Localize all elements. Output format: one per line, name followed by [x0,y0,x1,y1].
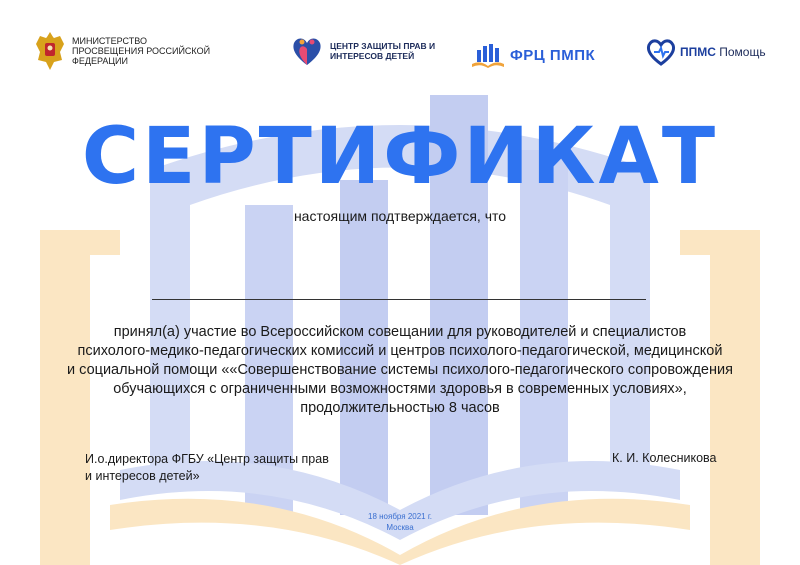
ministry-logo [34,30,212,72]
signer-title-line: и интересов детей» [85,469,200,483]
body-line: принял(а) участие во Всероссийском совещании для руководителей и специалистов [113,324,687,340]
issue-place-date [0,511,800,533]
recipient-name-line [152,299,646,300]
participation-text [30,323,770,418]
issue-date: 18 ноября 2021 г. [368,512,432,521]
coat-of-arms-icon [34,30,66,72]
frc-name: ФРЦ ПМПК [510,46,596,64]
body-line: психолого-медико-педагогических комиссий и центров психолого-педагогической, медицинской [77,343,723,359]
ppms-name-bold: ППМС [680,45,716,59]
ppms-name [680,45,766,59]
signer-title-line: И.о.директора ФГБУ «Центр защиты прав [85,452,329,466]
center-logo [290,34,470,68]
ppms-heart-icon [646,38,676,66]
body-line: обучающихся с ограниченными возможностями здоровья в современных условиях», [113,381,687,397]
czp-heart-icon [290,34,324,68]
issue-city: Москва [386,523,414,532]
body-line: и социальной помощи ««Совершенствование системы психолого-педагогического сопровождения [67,362,733,378]
signer-name: К. И. Колесникова [612,451,717,465]
frc-book-icon [470,42,506,68]
center-name: ЦЕНТР ЗАЩИТЫ ПРАВ И ИНТЕРЕСОВ ДЕТЕЙ [330,41,436,61]
body-line: продолжительностью 8 часов [300,400,500,416]
ministry-name: МИНИСТЕРСТВО ПРОСВЕЩЕНИЯ РОССИЙСКОЙ ФЕДЕРАЦИИ [72,36,211,66]
confirm-text: настоящим подтверждается, что [293,208,507,224]
certificate-title: СЕРТИФИКАТ [81,112,719,202]
ppms-name-rest: Помощь [715,45,766,59]
frc-logo [470,42,595,68]
signer-title [85,451,345,485]
ppms-logo [646,38,766,66]
header-logos [0,28,800,88]
